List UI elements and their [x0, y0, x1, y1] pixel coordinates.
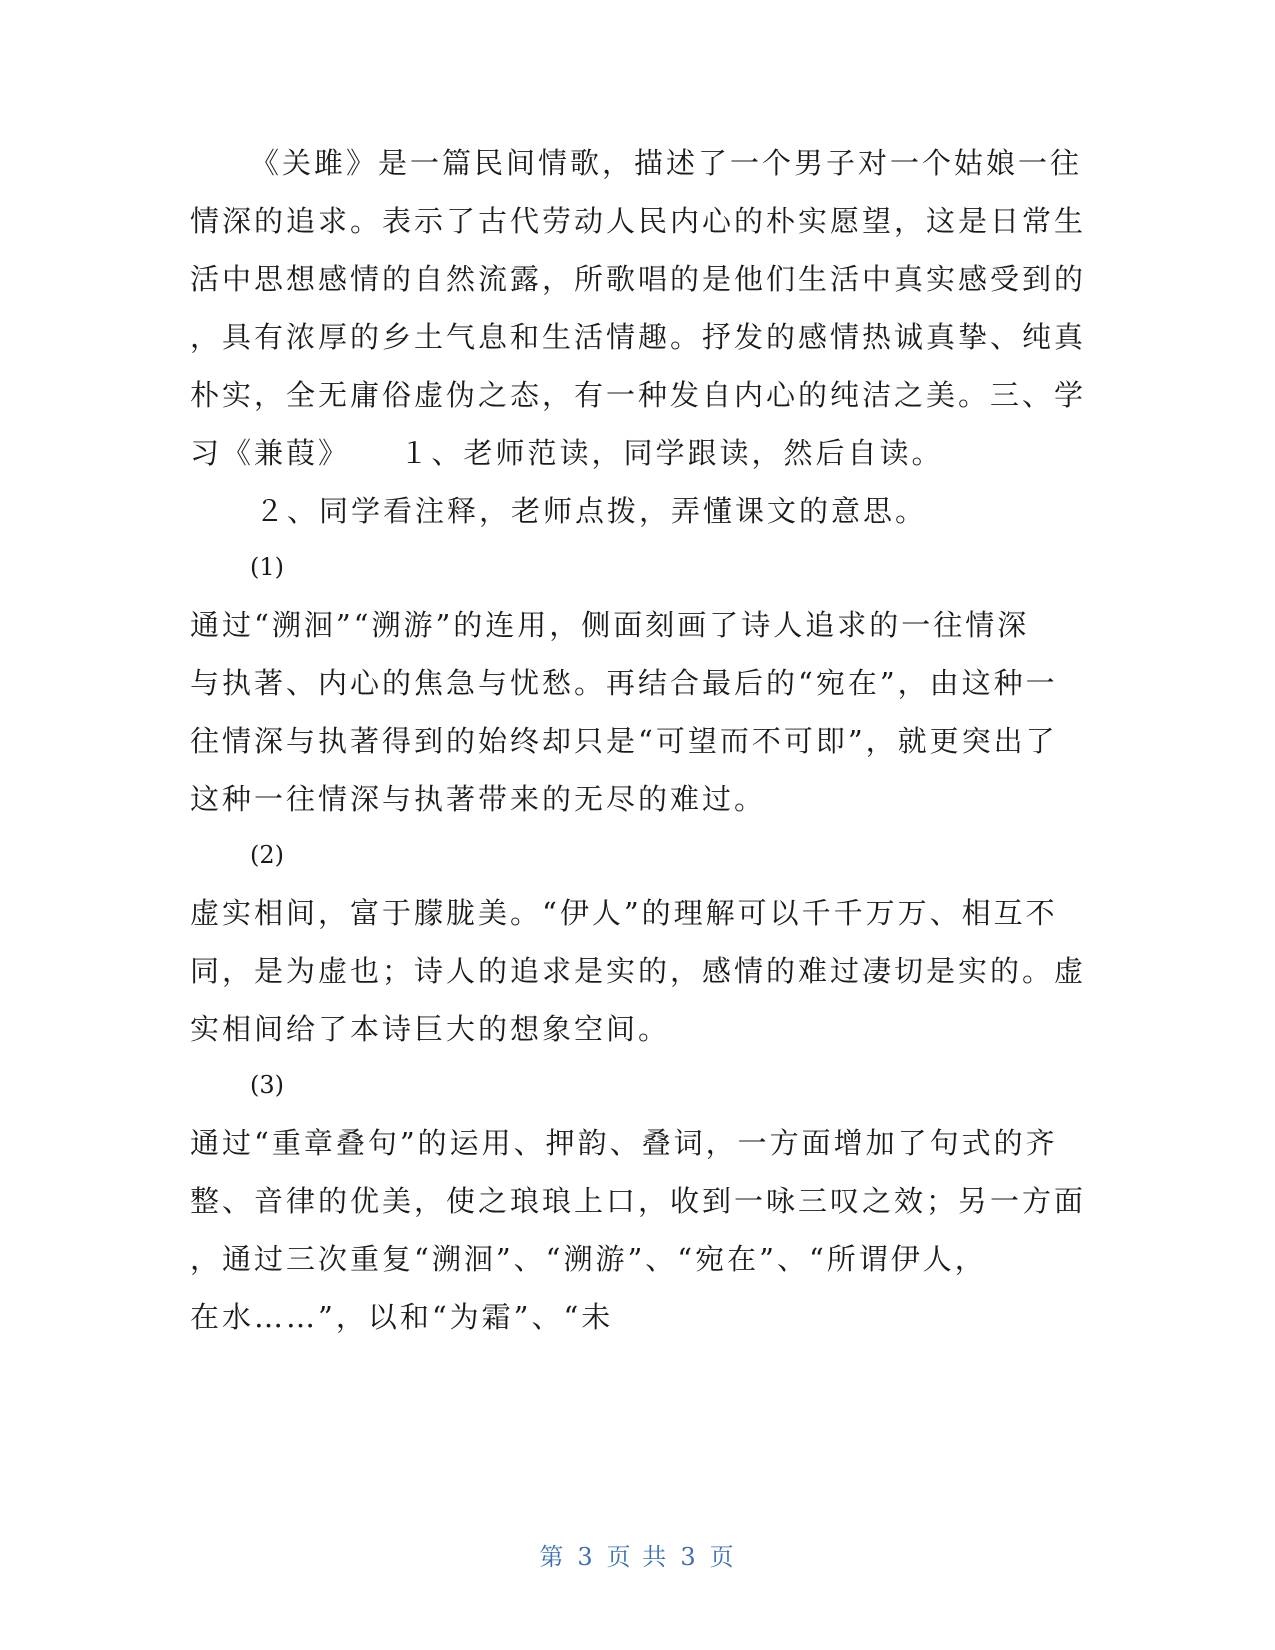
item-number: (3)	[250, 1071, 284, 1099]
paragraph-line: ，具有浓厚的乡土气息和生活情趣。抒发的感情热诚真挚、纯真	[190, 320, 1087, 354]
paragraph-line: 《关雎》是一篇民间情歌，描述了一个男子对一个姑娘一往	[250, 146, 1083, 180]
paragraph-line: 活中思想感情的自然流露，所歌唱的是他们生活中真实感受到的	[190, 262, 1087, 296]
footer-page-number: 3	[577, 1543, 595, 1571]
paragraph-line: ，通过三次重复“溯洄”、“溯游”、“宛在”、“所谓伊人，	[190, 1242, 987, 1276]
footer-prefix: 第	[539, 1543, 566, 1571]
paragraph-line: 往情深与执著得到的始终却只是“可望而不可即”，就更突出了	[190, 724, 1058, 758]
paragraph-line: 虚实相间，富于朦胧美。“伊人”的理解可以千千万万、相互不	[190, 896, 1058, 930]
item-number: (1)	[250, 553, 284, 581]
paragraph-line: 整、音律的优美，使之琅琅上口，收到一咏三叹之效；另一方面	[190, 1184, 1087, 1218]
paragraph-line: 与执著、内心的焦急与忧愁。再结合最后的“宛在”，由这种一	[190, 666, 1058, 700]
paragraph-line: 通过“重章叠句”的运用、押韵、叠词，一方面增加了句式的齐	[190, 1126, 1058, 1160]
paragraph-line: 实相间给了本诗巨大的想象空间。	[190, 1012, 671, 1046]
page-footer	[0, 1537, 1275, 1572]
paragraph-line: 朴实，全无庸俗虚伪之态，有一种发自内心的纯洁之美。三、学	[190, 378, 1087, 412]
footer-total-pages: 3	[680, 1543, 698, 1571]
footer-suffix: 页	[709, 1543, 736, 1571]
paragraph-line: 情深的追求。表示了古代劳动人民内心的朴实愿望，这是日常生	[190, 204, 1087, 238]
paragraph-line: 这种一往情深与执著带来的无尽的难过。	[190, 782, 767, 816]
item-number: (2)	[250, 841, 284, 869]
paragraph-line: 通过“溯洄”“溯游”的连用，侧面刻画了诗人追求的一往情深	[190, 608, 1030, 642]
paragraph-line: 同，是为虚也；诗人的追求是实的，感情的难过凄切是实的。虚	[190, 954, 1087, 988]
paragraph-line: 在水……”，以和“为霜”、“未	[190, 1300, 614, 1334]
paragraph-line: ２、同学看注释，老师点拨，弄懂课文的意思。	[255, 494, 928, 528]
paragraph-line: 习《兼葭》 １、老师范读，同学跟读，然后自读。	[190, 436, 944, 470]
footer-middle: 页 共	[606, 1543, 669, 1571]
